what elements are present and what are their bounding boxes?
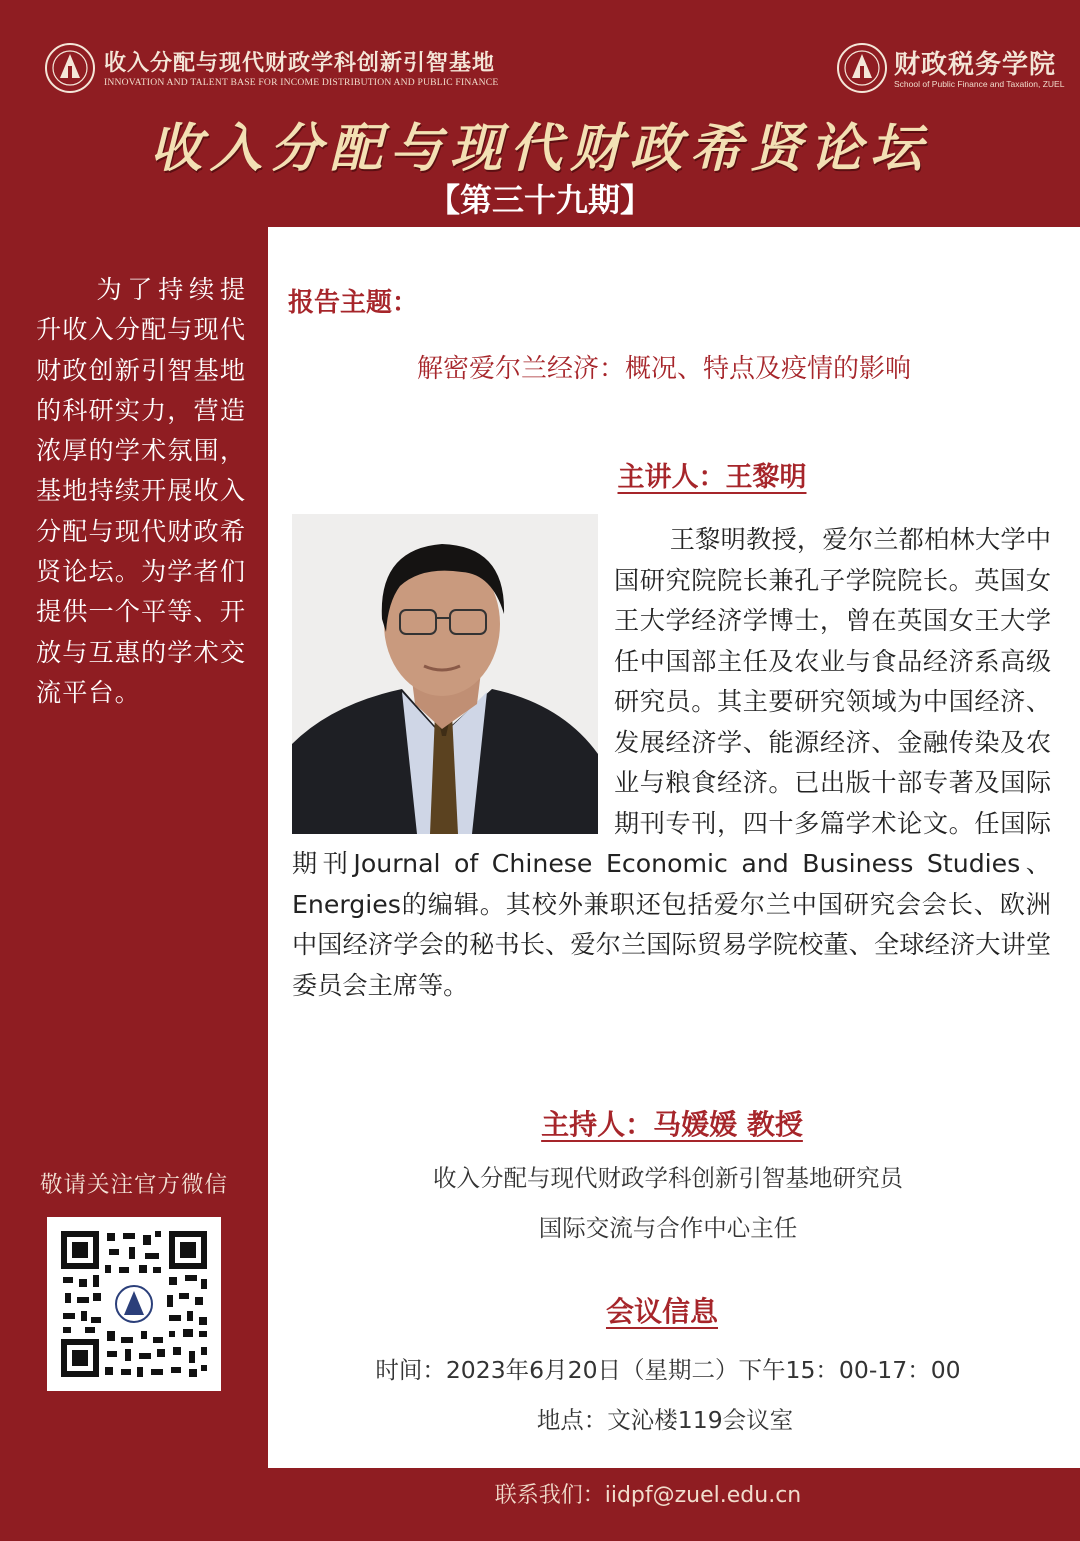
- content-panel: [268, 227, 1080, 1468]
- speaker-heading: 主讲人：王黎明: [617, 462, 807, 493]
- host-title-line-1: 收入分配与现代财政学科创新引智基地研究员: [433, 1164, 903, 1192]
- meeting-place: 地点：文沁楼119会议室: [536, 1406, 794, 1434]
- meeting-time: 时间：2023年6月20日（星期二）下午15：00-17：00: [375, 1356, 961, 1384]
- school-name-en: School of Public Finance and Taxation, ZUEL: [894, 79, 1065, 89]
- school-name-cn: 财政税务学院: [894, 50, 1057, 80]
- meeting-heading: 会议信息: [605, 1295, 718, 1328]
- forum-title: 收入分配与现代财政希贤论坛: [149, 118, 930, 179]
- institute-logo: [44, 42, 96, 94]
- speaker-bio-text: 王黎明教授，爱尔兰都柏林大学中国研究院院长兼孔子学院院长。英国女王大学经济学博士，曾在英国女王大学任中国部主任及农业与食品经济系高级研究员。其主要研究领域为中国经济、发展经济学、能源经济、金融传染及农业与粮食经济。已出版十部专著及国际期刊专刊，四十多篇学术论文。任国际期刊Journal of Chinese Economic and Business Studies、Energies的编辑。其校外兼职还包括爱尔兰中国研究会会长、欧洲中国经济学会的秘书长、爱尔兰国际贸易学院校董、全球经济大讲堂委员会主席等。: [292, 525, 1051, 1000]
- wechat-qr-code[interactable]: [47, 1217, 221, 1391]
- forum-intro: 为了持续提升收入分配与现代财政创新引智基地的科研实力，营造浓厚的学术氛围，基地持续开展收入分配与现代财政希贤论坛。为学者们提供一个平等、开放与互惠的学术交流平台。: [36, 275, 246, 707]
- follow-wechat-text: 敬请关注官方微信: [40, 1172, 229, 1198]
- qr-code-icon: [57, 1227, 211, 1381]
- host-heading: 主持人：马媛媛 教授: [541, 1108, 803, 1141]
- institute-name-en: INNOVATION AND TALENT BASE FOR INCOME DISTRIBUTION AND PUBLIC FINANCE: [104, 77, 499, 88]
- topic-title: 解密爱尔兰经济：概况、特点及疫情的影响: [416, 354, 911, 384]
- host-title-line-2: 国际交流与合作中心主任: [538, 1214, 798, 1242]
- school-logo: [836, 42, 888, 94]
- topic-label: 报告主题：: [288, 288, 419, 318]
- issue-number: 【第三十九期】: [427, 181, 652, 219]
- contact-email[interactable]: 联系我们：iidpf@zuel.edu.cn: [494, 1483, 802, 1508]
- speaker-bio: [292, 520, 1051, 1006]
- institute-name-cn: 收入分配与现代财政学科创新引智基地: [104, 50, 496, 76]
